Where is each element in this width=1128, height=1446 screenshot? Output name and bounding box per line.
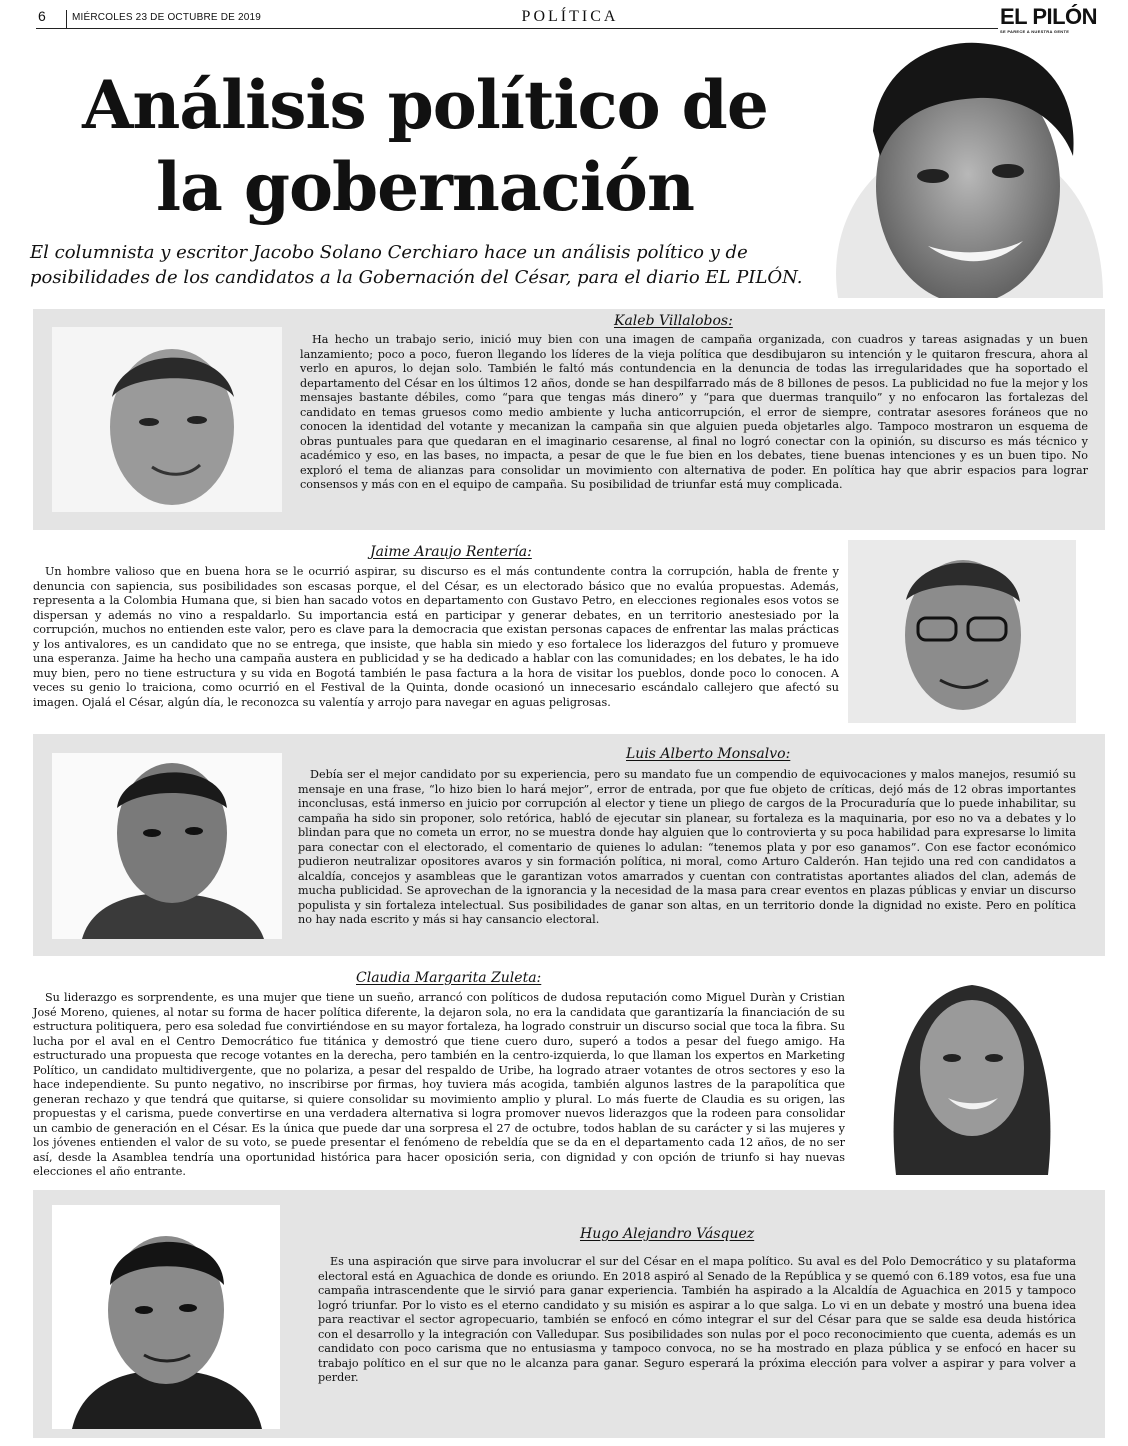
publication-date: MIÉRCOLES 23 DE OCTUBRE DE 2019: [72, 12, 262, 23]
candidate-name-hugo: Hugo Alejandro Vásquez: [580, 1226, 755, 1242]
hugo-photo: [52, 1205, 280, 1429]
article-text-luis: Debía ser el mejor candidato por su experiencia, pero su mandato fue un compendio de equivocaciones y malos manejos, resumió su mensaje en una frase, “lo hizo bien lo hará mejor”, error de entrada, por que fue objeto de críticas, dejó más de 12 obras importantes inconclusas, está inmerso en juicio por corrupción al elector y tiene un pliego de cargos de la Procuraduría que lo puede inhabilitar, su campaña ha sido sin proponer, solo retórica, habló de ejecutar sin planear, su fortaleza es la maquinaria, por eso no va a debates y lo blindan para que no cometa un error, no se muestra donde hay alguien que lo controvierta y su poca habilidad para expresarse lo limita para conectar con el electorado, el comentario de quienes lo adulan: “tenemos plata y por eso ganamos”. Con ese factor económico pudieron neutralizar opositores avaros y sin formación política, ni moral, como Arturo Calderón. Han tejido una red con candidatos a alcaldía, concejos y asambleas que le garantizan votos amarrados y cuentan con contratistas aportantes aliados del clan, además de mucha publicidad. Se aprovechan de la ignorancia y la necesidad de la masa para crear eventos en plazas públicas y enviar un discurso populista y sin fortaleza intelectual. Sus posibilidades de ganar son altas, en un territorio donde la dignidad no existe. Pero en política no hay nada escrito y más si hay cansancio electoral.: [298, 768, 1076, 926]
page-number: 6: [38, 8, 46, 24]
headline-line-1: Análisis político de: [82, 66, 768, 144]
header-rule: [36, 28, 998, 29]
headline-line-2: la gobernación: [156, 148, 694, 226]
hero-portrait-photo: [818, 36, 1103, 298]
kaleb-photo: [52, 327, 282, 512]
newspaper-logo: EL PILÓN: [1000, 4, 1098, 29]
candidate-name-luis: Luis Alberto Monsalvo:: [626, 746, 791, 762]
luis-photo: [52, 753, 282, 939]
headline-title: [30, 64, 820, 228]
candidate-name-jaime: Jaime Araujo Rentería:: [370, 544, 532, 560]
jaime-photo: [848, 540, 1076, 723]
article-text-claudia: Su liderazgo es sorprendente, es una mujer que tiene un sueño, arrancó con políticos de dudosa reputación como Miguel Duràn y Cristian José Moreno, quienes, al notar su forma de hacer política diferente, la dejaron sola, no era la candidata que garantizaría la financiación de su estructura politiquera, pero esa soledad fue convirtiéndose en su mayor fortaleza, ha logrado construir un discurso social que toca la fibra. Su lucha por el aval en el Centro Democrático fue titánica y demostró que tiene cuero duro, superó a todos a pesar del fuego amigo. Ha estructurado una propuesta que recoge votantes en la derecha, pero también en la centro-izquierda, lo que llaman los expertos en Marketing Político, un candidato multidivergente, que no polariza, a pesar del respaldo de Uribe, ha logrado atraer votantes de otros sectores y eso la hace independiente. Su punto negativo, no inscribirse por firmas, hoy tuviera más acogida, también algunos lastres de la parapolítica que generan rechazo y que tendrá que quitarse, si quiere consolidar su movimiento amplio y plural. Lo más fuerte de Claudia es su origen, las propuestas y el carisma, puede convertirse en una verdadera alternativa si logra promover nuevos liderazgos que la rodeen para consolidar un cambio de generación en el César. Es la única que puede dar una sorpresa el 27 de octubre, todos hablan de su carácter y si las mujeres y los jóvenes entienden el valor de su voto, se puede presentar el fenómeno de rebeldía que se da en el departamento cada 12 años, de no ser así, desde la Asamblea tendría una oportunidad histórica para hacer oposición seria, con dignidad y con opción de triunfo si hay nuevas elecciones el año entrante.: [33, 991, 845, 1178]
candidate-name-claudia: Claudia Margarita Zuleta:: [356, 970, 542, 986]
candidate-name-kaleb: Kaleb Villalobos:: [614, 313, 733, 329]
article-text-hugo: Es una aspiración que sirve para involucrar el sur del César en el mapa político. Su aval es del Polo Democrático y su plataforma electoral está en Aguachica de donde es oriundo. En 2018 aspiró al Senado de la República y se quemó con 6.189 votos, esa fue una campaña intrascendente que le sirvió para ganar experiencia. También ha aspirado a la Alcaldía de Aguachica en 2015 y tampoco logró triunfar. Por lo visto es el eterno candidato y su misión es aspirar a lo que salga. Lo vi en un debate y mostró una buena idea para reactivar el sector agropecuario, también se enfocó en cómo integrar el sur del César para que se salde esa deuda histórica con el desarrollo y la integración con Valledupar. Sus posibilidades son nulas por el poco reconocimiento que cuenta, además es un candidato con poco carisma que no entusiasma y tampoco convoca, no se ha mostrado en plaza pública y se enfocó en hacer su trabajo político en el sur que no le alcanza para ganar. Seguro esperará la próxima elección para volver a aspirar y para volver a perder.: [318, 1255, 1076, 1384]
header-separator: [66, 10, 67, 28]
article-text-jaime: Un hombre valioso que en buena hora se le ocurrió aspirar, su discurso es el más contundente contra la corrupción, habla de frente y denuncia con sapiencia, sus posibilidades son escasas porque, el del César, es un electorado básico que no evalúa propuestas. Además, representa a la Colombia Humana que, si bien han sacado votos en departamento con Gustavo Petro, en elecciones regionales esos votos se dispersan y además no vino a respaldarlo. Su importancia está en participar y generar debates, en un territorio anestesiado por la corrupción, muchos no entienden este valor, pero es clave para la democracia que existan personas capaces de enfrentar las malas prácticas y los antivalores, es un candidato que no se entrega, que insiste, que habla sin miedo y eso fortalece los liderazgos del futuro y promueve una esperanza. Jaime ha hecho una campaña austera en publicidad y se ha dedicado a hablar con las comunidades; en los debates, le ha ido muy bien, pero no tiene estructura y su vida en Bogotá también le pasa factura a la hora de visitar los pueblos, donde poco lo conocen. A veces su genio lo traiciona, como ocurrió en el Festival de la Quinta, donde ocasionó un innecesario escándalo callejero que afectó su imagen. Ojalá el César, algún día, le reconozca su valentía y arrojo para navegar en aguas peligrosas.: [33, 565, 839, 709]
headline-dek: El columnista y escritor Jacobo Solano Cerchiaro hace un análisis político y de posibilidades de los candidatos a la Gobernación del César, para el diario EL PILÓN.: [30, 242, 803, 288]
section-name: POLÍTICA: [521, 8, 619, 25]
article-text-kaleb: Ha hecho un trabajo serio, inició muy bien con una imagen de campaña organizada, con cuadros y tareas asignadas y un buen lanzamiento; poco a poco, fueron llegando los líderes de la vieja política que desdibujaron su intención y le quitaron frescura, ahora al verlo en apuros, lo dejan solo. También le faltó más contundencia en la denuncia de todas las irregularidades que ha soportado el departamento del César en los últimos 12 años, donde se han despilfarrado más de 8 billones de pesos. La publicidad no fue la mejor y los mensajes bastante débiles, como “para que tengas más dinero” y “para que duermas tranquilo” y no enfocaron las fortalezas del candidato en temas gruesos como medio ambiente y lucha anticorrupción, el error de siempre, contratar asesores foráneos que no conocen la identidad del votante y mecanizan la campaña sin que alguien pueda objetarles algo. Tampoco mostraron un esquema de obras puntuales para que quedaran en el imaginario cesarense, al final no logró conectar con la opinión, su discurso es más técnico y académico y eso, en las bases, no impacta, a pesar de que le fue bien en los debates, tiene buenas intenciones y es un buen tipo. No exploró el tema de alianzas para consolidar un movimiento con alternativa de poder. En política hay que abrir espacios para lograr consensos y más con en el equipo de campaña. Su posibilidad de triunfar está muy complicada.: [300, 333, 1088, 491]
newspaper-slogan: SE PARECE A NUESTRA GENTE: [1000, 29, 1070, 34]
claudia-photo: [866, 963, 1078, 1175]
